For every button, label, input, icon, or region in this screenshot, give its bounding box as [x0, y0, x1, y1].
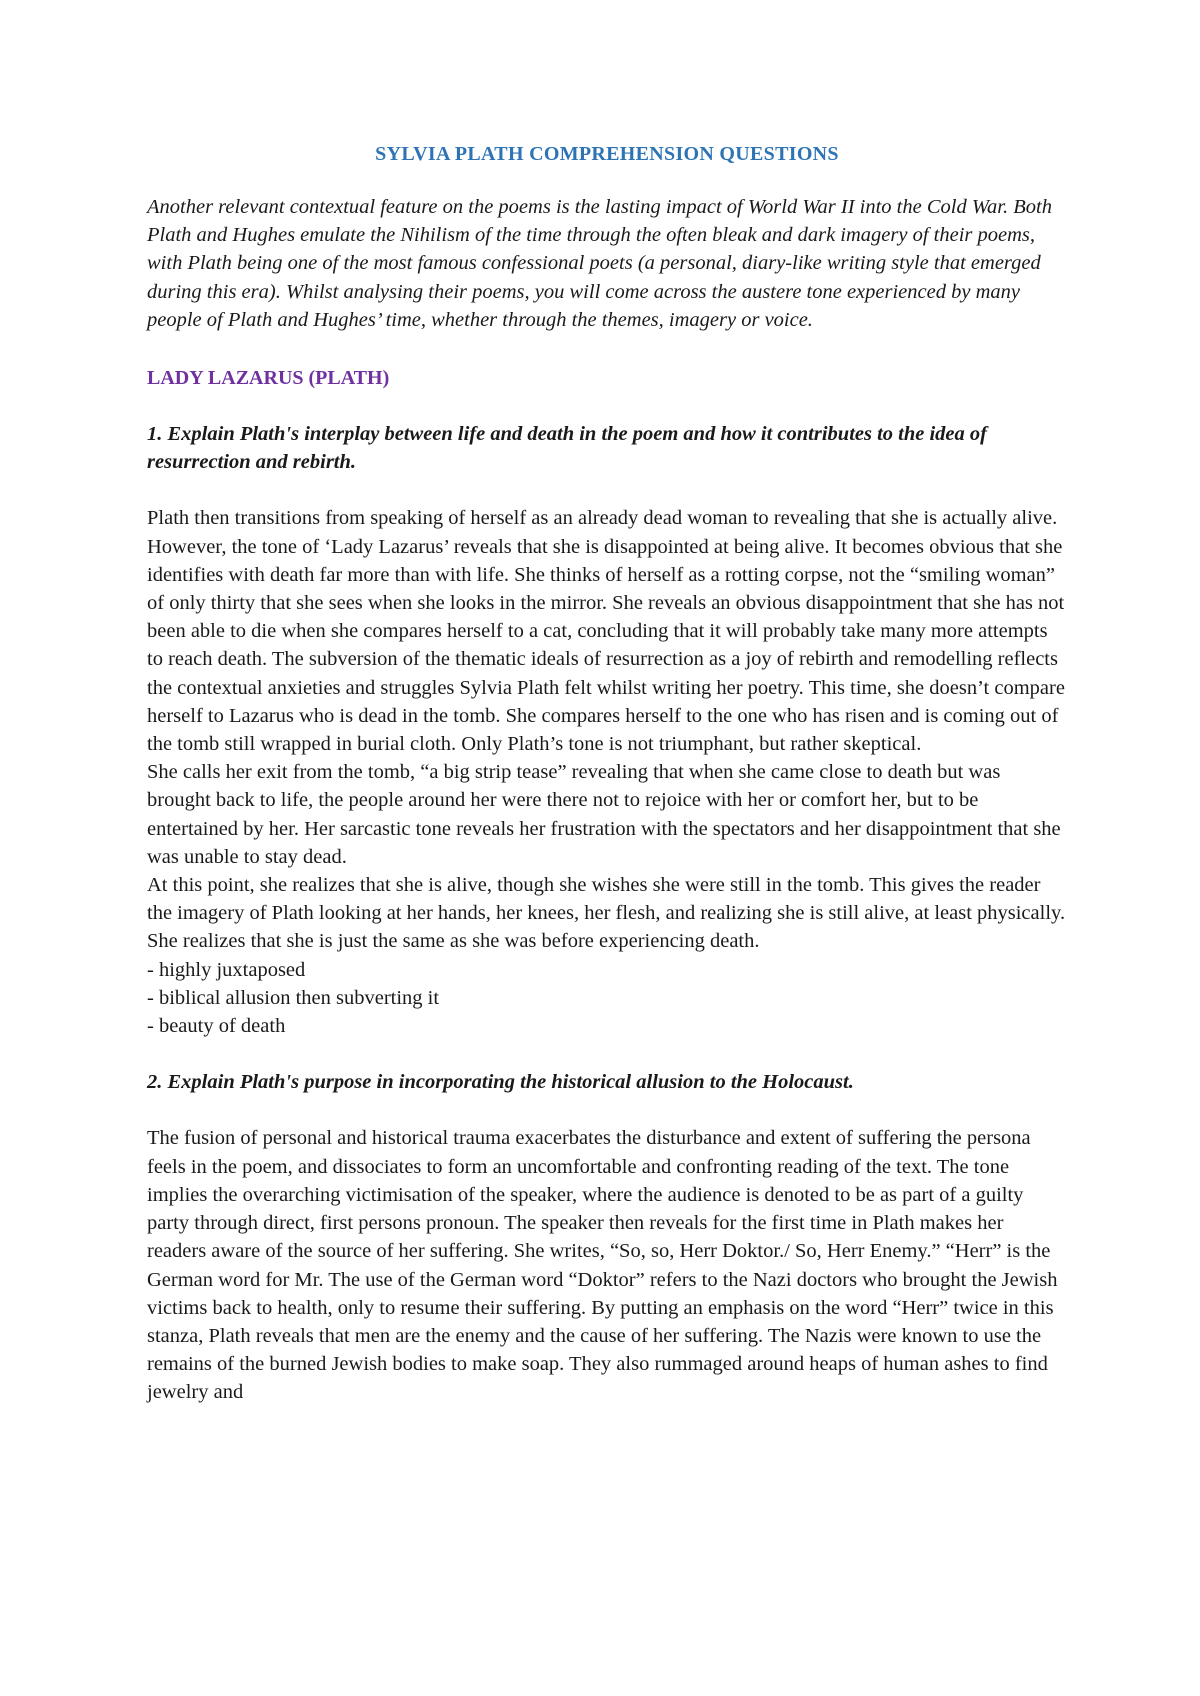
answer-2-paragraph: The fusion of personal and historical trauma exacerbates the disturbance and extent of suffering the persona feels in the poem, and dissociates to form an uncomfortable and confronting reading of the text. The tone implies the overarching victimisation of the speaker, where the audience is denoted to be as part of a guilty party through direct, first persons pronoun. The speaker then reveals for the first time in Plath makes her readers aware of the source of her suffering. She writes, “So, so, Herr Doktor./ So, Herr Enemy.” “Herr” is the German word for Mr. The use of the German word “Doktor” refers to the Nazi doctors who brought the Jewish victims back to health, only to resume their suffering. By putting an emphasis on the word “Herr” twice in this stanza, Plath reveals that men are the enemy and the cause of her suffering. The Nazis were known to use the remains of the burned Jewish bodies to make soap. They also rummaged around heaps of human ashes to find jewelry and [147, 1127, 1058, 1404]
document-page [147, 140, 1067, 1407]
answer-1-paragraph-1: Plath then transitions from speaking of herself as an already dead woman to revealing that she is actually alive. However, the tone of ‘Lady Lazarus’ reveals that she is disappointed at being alive. It becomes obvious that she identifies with death far more than with life. She thinks of herself as a rotting corpse, not the “smiling woman” of only thirty that she sees when she looks in the mirror. She reveals an obvious disappointment that she has not been able to die when she compares herself to a cat, concluding that it will probably take many more attempts to reach death. The subversion of the thematic ideals of resurrection as a joy of rebirth and remodelling reflects the contextual anxieties and struggles Sylvia Plath felt whilst writing her poetry. This time, she doesn’t compare herself to Lazarus who is dead in the tomb. She compares herself to the one who has risen and is coming out of the tomb still wrapped in burial cloth. Only Plath’s tone is not triumphant, but rather skeptical. [147, 507, 1065, 756]
section-heading: LADY LAZARUS (PLATH) [147, 367, 390, 390]
answer-1-paragraph-2: She calls her exit from the tomb, “a big strip tease” revealing that when she came close to death but was brought back to life, the people around her were there not to rejoice with her or comfort her, but to be entertained by her. Her sarcastic tone reveals her frustration with the spectators and her disappointment that she was unable to stay dead. [147, 761, 1061, 868]
intro-paragraph: Another relevant contextual feature on the poems is the lasting impact of World War II into the Cold War. Both Plath and Hughes emulate the Nihilism of the time through the often bleak and dark imagery of their poems, with Plath being one of the most famous confessional poets (a personal, diary-like writing style that emerged during this era). Whilst analysing their poems, you will come across the austere tone experienced by many people of Plath and Hughes’ time, whether through the themes, imagery or voice. [147, 196, 1052, 331]
question-2: 2. Explain Plath's purpose in incorporating the historical allusion to the Holocaust. [147, 1071, 854, 1094]
answer-1-paragraph-3: At this point, she realizes that she is alive, though she wishes she were still in the tomb. This gives the reader the imagery of Plath looking at her hands, her knees, her flesh, and realizing she is still alive, at least physically. She realizes that she is just the same as she was before experiencing death. [147, 874, 1066, 953]
list-item: - highly juxtaposed [147, 958, 306, 981]
list-item: - beauty of death [147, 1015, 286, 1038]
answer-1-notes-list [147, 956, 1067, 1041]
list-item: - biblical allusion then subverting it [147, 986, 440, 1009]
question-1: 1. Explain Plath's interplay between life and death in the poem and how it contributes to the idea of resurrection and rebirth. [147, 423, 987, 474]
page-title: SYLVIA PLATH COMPREHENSION QUESTIONS [375, 143, 839, 165]
